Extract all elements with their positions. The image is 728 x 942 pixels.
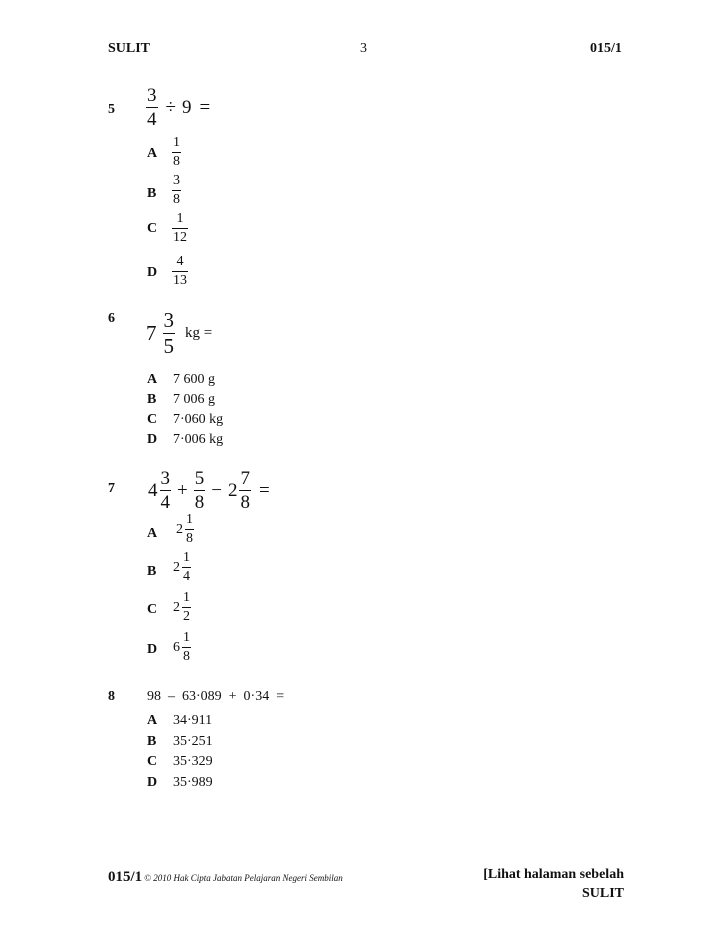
option-text: 7 600 g [173, 372, 215, 387]
option-d-answer[interactable] [147, 432, 223, 448]
option-letter: A [147, 372, 158, 387]
question-number: 5 [108, 102, 115, 117]
option-letter: D [147, 265, 158, 280]
option-c-answer[interactable] [147, 412, 223, 428]
option-c-answer[interactable] [147, 754, 213, 770]
fraction: $\frac{1}{8}$ [173, 135, 180, 169]
whole-number: 2 [176, 521, 183, 537]
fraction: $\frac{3}{5}$ [163, 308, 174, 358]
option-b-answer[interactable] [147, 734, 213, 750]
paper-code: 015/1 [590, 41, 622, 56]
footer-left [108, 869, 343, 886]
option-a-answer[interactable] [176, 513, 194, 546]
option-b-answer[interactable] [172, 174, 181, 207]
option-a-answer[interactable] [147, 713, 212, 729]
equals-sign: = [199, 96, 211, 118]
fraction: $\frac{1}{8}$ [183, 630, 190, 664]
option-text: 35·251 [173, 734, 213, 749]
footer-sulit: SULIT [581, 886, 624, 901]
whole-number: 6 [173, 639, 180, 655]
copyright-notice: © 2010 Hak Cipta Jabatan Pelajaran Negeri Sembilan [144, 873, 343, 883]
divide-sign: ÷ [165, 96, 176, 118]
option-letter: B [147, 734, 157, 749]
option-letter: C [147, 602, 158, 617]
whole-number: 4 [148, 479, 158, 501]
whole-number: 2 [227, 479, 238, 501]
option-letter: B [147, 186, 157, 201]
fraction: $\frac{4}{13}$ [173, 254, 187, 288]
fraction: $\frac{1}{2}$ [183, 590, 190, 624]
question-number: 6 [108, 311, 115, 326]
option-letter: C [147, 754, 158, 769]
question-stem [146, 310, 212, 357]
option-letter: D [147, 775, 158, 790]
option-text: 35·989 [173, 775, 213, 790]
plus-sign: + [177, 479, 188, 501]
equals-sign: = [258, 479, 270, 501]
option-d-answer[interactable] [172, 255, 188, 288]
question-stem [148, 469, 270, 512]
fraction: $\frac{1}{12}$ [173, 211, 187, 245]
option-a-answer[interactable] [147, 372, 215, 388]
option-text: 34·911 [173, 713, 213, 728]
option-letter: C [147, 221, 158, 236]
whole-number: 7 [146, 321, 157, 345]
option-d-answer[interactable] [147, 775, 213, 791]
whole-number: 2 [173, 559, 180, 575]
whole-number: 2 [173, 599, 180, 615]
option-letter: B [147, 564, 157, 579]
option-letter: C [147, 412, 158, 427]
divisor: 9 [181, 96, 192, 118]
option-b-answer[interactable] [147, 392, 215, 408]
fraction: $\frac{3}{8}$ [173, 173, 180, 207]
unit-label: kg = [185, 325, 213, 341]
question-stem [146, 86, 210, 129]
option-letter: A [147, 146, 158, 161]
option-text: 7·006 kg [173, 432, 224, 447]
question-number: 7 [108, 481, 115, 496]
option-a-answer[interactable] [172, 136, 181, 169]
next-page-note: [Lihat halaman sebelah [483, 867, 624, 882]
fraction: $\frac{5}{8}$ [194, 468, 205, 513]
option-letter: B [147, 392, 157, 407]
header-sulit: SULIT [108, 41, 151, 56]
option-letter: A [147, 713, 158, 728]
minus-sign: − [211, 479, 222, 501]
option-text: 35·329 [173, 754, 213, 769]
option-letter: D [147, 642, 158, 657]
question-number: 8 [108, 689, 115, 704]
option-letter: A [147, 526, 158, 541]
fraction: $\frac{3}{4}$ [147, 85, 157, 130]
question-stem: 98 – 63·089 + 0·34 = [147, 689, 285, 704]
option-b-answer[interactable] [173, 551, 191, 584]
option-c-answer[interactable] [172, 212, 188, 245]
option-letter: D [147, 432, 158, 447]
fraction: $\frac{3}{4}$ [160, 468, 170, 513]
option-c-answer[interactable] [173, 591, 191, 624]
option-text: 7 006 g [173, 392, 215, 407]
option-text: 7·060 kg [173, 412, 224, 427]
footer-paper-code: 015/1 [108, 869, 143, 885]
option-d-answer[interactable] [173, 631, 191, 664]
fraction: $\frac{1}{4}$ [183, 550, 190, 584]
page-number: 3 [360, 41, 367, 56]
fraction: $\frac{7}{8}$ [240, 468, 250, 513]
fraction: $\frac{1}{8}$ [186, 512, 193, 546]
